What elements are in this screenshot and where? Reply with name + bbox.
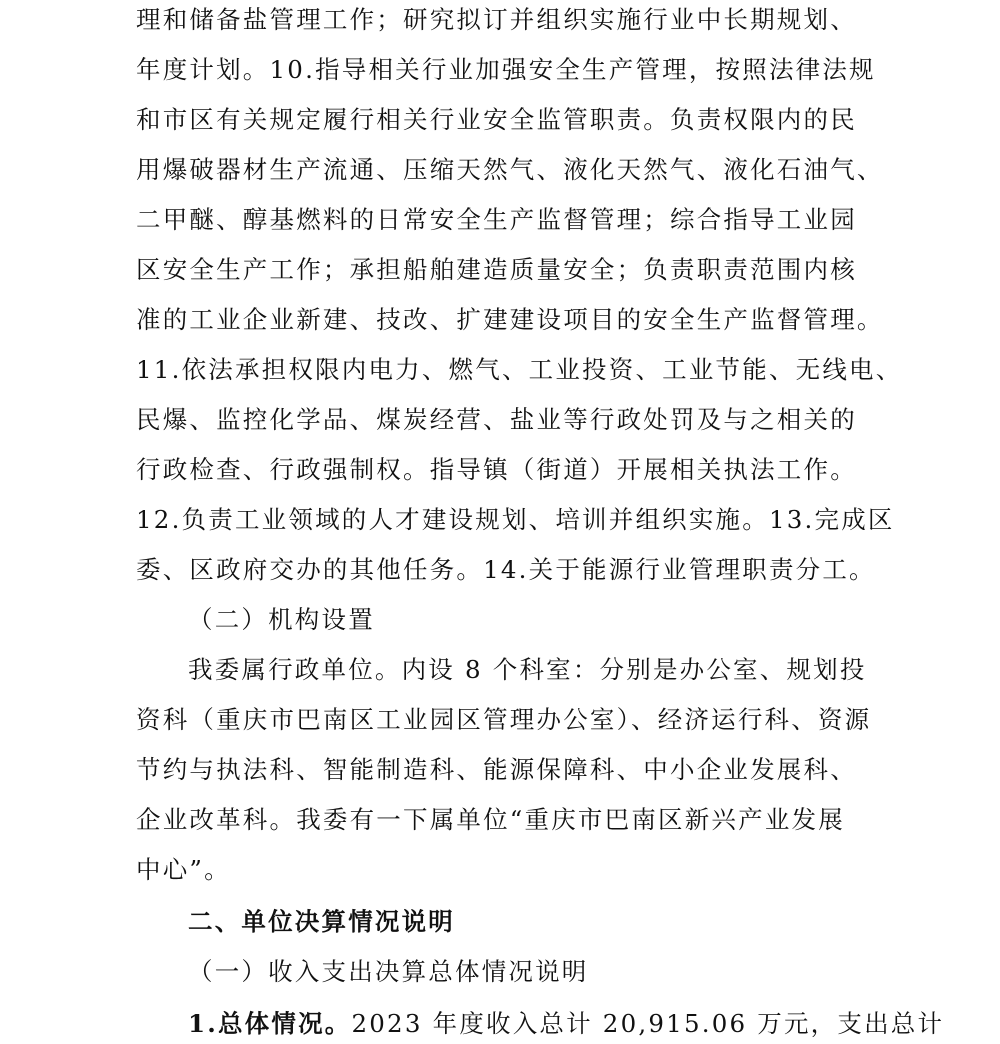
text-line: 民爆、监控化学品、煤炭经营、盐业等行政处罚及与之相关的 bbox=[136, 405, 857, 434]
text-line: 11.依法承担权限内电力、燃气、工业投资、工业节能、无线电、 bbox=[136, 355, 903, 384]
text-line: 节约与执法科、智能制造科、能源保障科、中小企业发展科、 bbox=[136, 755, 857, 784]
subsection-heading: （一）收入支出决算总体情况说明 bbox=[188, 957, 589, 986]
text-line: 年度计划。10.指导相关行业加强安全生产管理，按照法律法规 bbox=[136, 55, 876, 84]
section-heading-two: 二、单位决算情况说明 bbox=[188, 907, 455, 936]
text-line: 资科（重庆市巴南区工业园区管理办公室）、经济运行科、资源 bbox=[136, 705, 872, 734]
text-line: 委、区政府交办的其他任务。14.关于能源行业管理职责分工。 bbox=[136, 555, 876, 584]
text-line: 区安全生产工作；承担船舶建造质量安全；负责职责范围内核 bbox=[136, 255, 857, 284]
text-line: 企业改革科。我委有一下属单位“重庆市巴南区新兴产业发展 bbox=[136, 805, 845, 834]
text-line: 行政检查、行政强制权。指导镇（街道）开展相关执法工作。 bbox=[136, 455, 857, 484]
text-line: 二甲醚、醇基燃料的日常安全生产监督管理；综合指导工业园 bbox=[136, 205, 857, 234]
text-line: 我委属行政单位。内设 8 个科室：分别是办公室、规划投 bbox=[188, 655, 867, 684]
text-line: 准的工业企业新建、技改、扩建建设项目的安全生产监督管理。 bbox=[136, 305, 884, 334]
text-line: 用爆破器材生产流通、压缩天然气、液化天然气、液化石油气、 bbox=[136, 155, 884, 184]
text-line: 理和储备盐管理工作；研究拟订并组织实施行业中长期规划、 bbox=[136, 5, 857, 34]
text-line: 12.负责工业领域的人才建设规划、培训并组织实施。13.完成区 bbox=[136, 505, 895, 534]
text-line: 中心”。 bbox=[136, 855, 231, 884]
section-heading-org: （二）机构设置 bbox=[188, 605, 375, 634]
overview-paragraph bbox=[188, 1009, 944, 1039]
overview-label: 1.总体情况。 bbox=[188, 1009, 352, 1038]
text-line: 和市区有关规定履行相关行业安全监管职责。负责权限内的民 bbox=[136, 105, 857, 134]
overview-text: 2023 年度收入总计 20,915.06 万元，支出总计 bbox=[351, 1009, 945, 1038]
